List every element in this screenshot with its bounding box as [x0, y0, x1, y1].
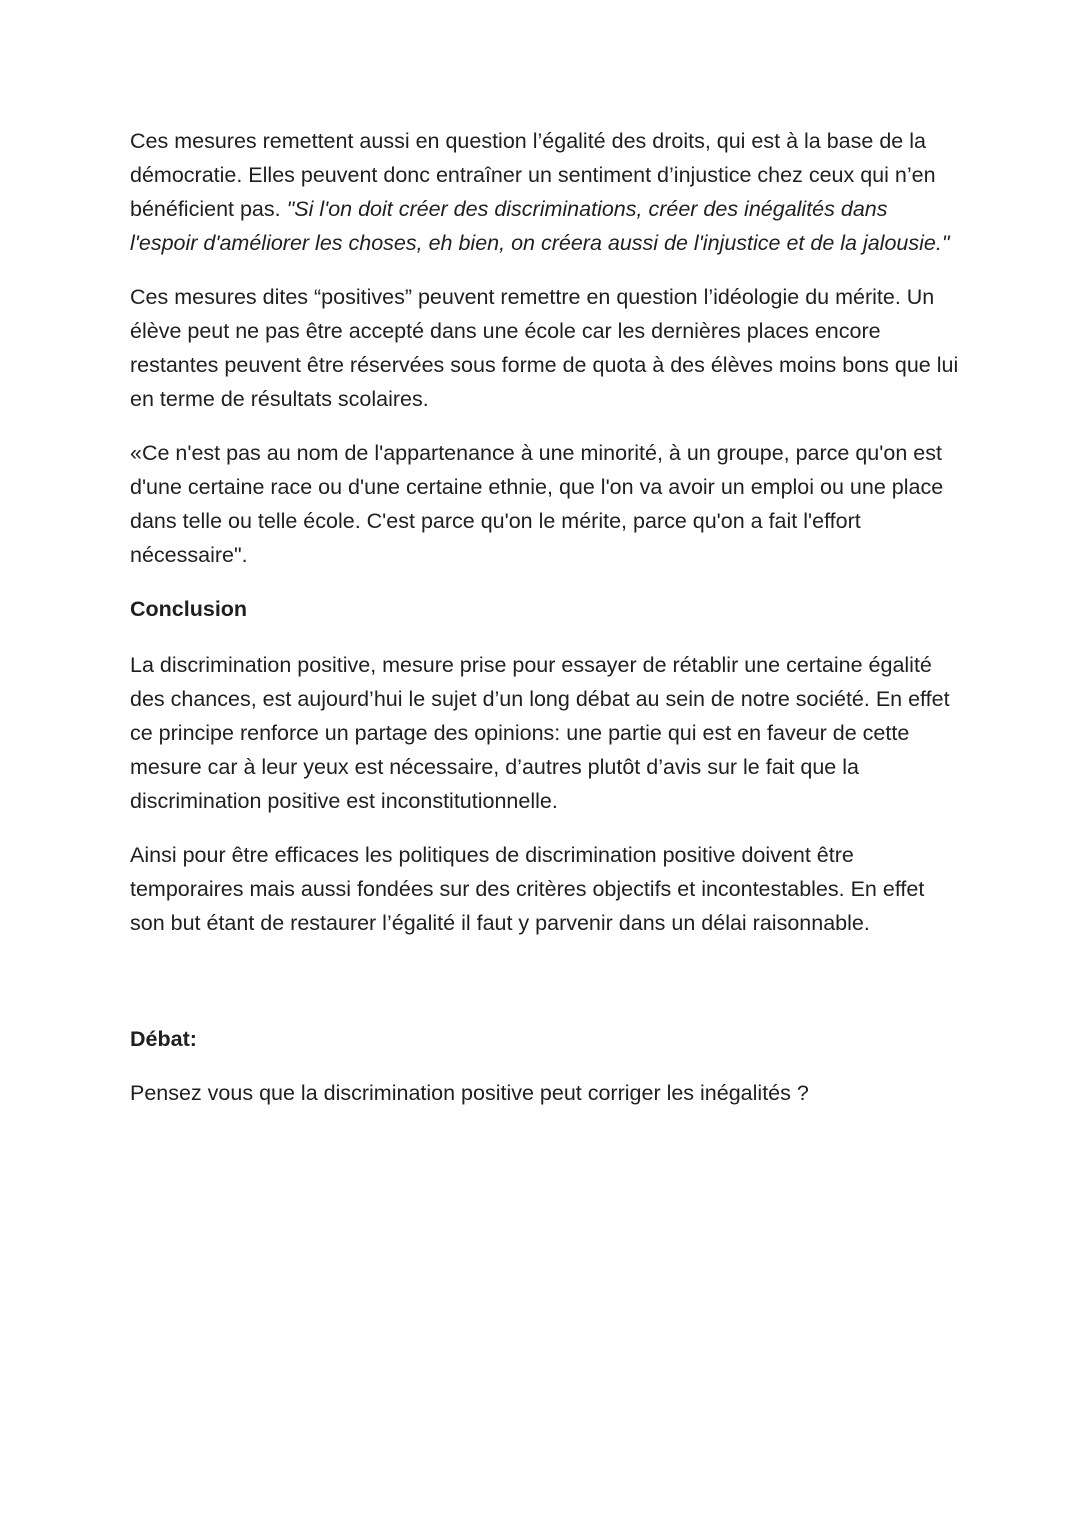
- quote-discrimination-injustice: "Si l'on doit créer des discriminations, créer des inégalités dans l'espoir d'améliorer les choses, eh bien, on créera aussi de l'injustice et de la jalousie.": [130, 197, 950, 255]
- paragraph-equal-rights-text: Ces mesures remettent aussi en question l’égalité des droits, qui est à la base de la démocratie. Elles peuvent donc entraîner un sentiment d’injustice chez ceux qui n’en bénéficient pas.: [130, 129, 936, 221]
- debat-question: Pensez vous que la discrimination positive peut corriger les inégalités ?: [130, 1081, 809, 1105]
- document-page: [130, 124, 960, 1110]
- paragraph-conclusion-debate: La discrimination positive, mesure prise pour essayer de rétablir une certaine égalité des chances, est aujourd’hui le sujet d’un long débat au sein de notre société. En effet ce principe renforce un partage des opinions: une partie qui est en faveur de cette mesure car à leur yeux est nécessaire, d’autres plutôt d’avis sur le fait que la discrimination positive est inconstitutionnelle.: [130, 653, 950, 813]
- paragraph-conclusion-policies: Ainsi pour être efficaces les politiques de discrimination positive doivent être temporaires mais aussi fondées sur des critères objectifs et incontestables. En effet son but étant de restaurer l’égalité il faut y parvenir dans un délai raisonnable.: [130, 843, 925, 935]
- paragraph-merit-quote: «Ce n'est pas au nom de l'appartenance à une minorité, à un groupe, parce qu'on est d'une certaine race ou d'une certaine ethnie, que l'on va avoir un emploi ou une place dans telle ou telle école. C'est parce qu'on le mérite, parce qu'on a fait l'effort nécessaire".: [130, 441, 944, 567]
- paragraph-merit-ideology: Ces mesures dites “positives” peuvent remettre en question l’idéologie du mérite. Un élève peut ne pas être accepté dans une école car les dernières places encore restantes peuvent être réservées sous forme de quota à des élèves moins bons que lui en terme de résultats scolaires.: [130, 285, 959, 411]
- paragraph-equal-rights: [130, 124, 960, 260]
- conclusion-heading: Conclusion: [130, 597, 248, 621]
- debat-heading: Débat:: [130, 1027, 197, 1051]
